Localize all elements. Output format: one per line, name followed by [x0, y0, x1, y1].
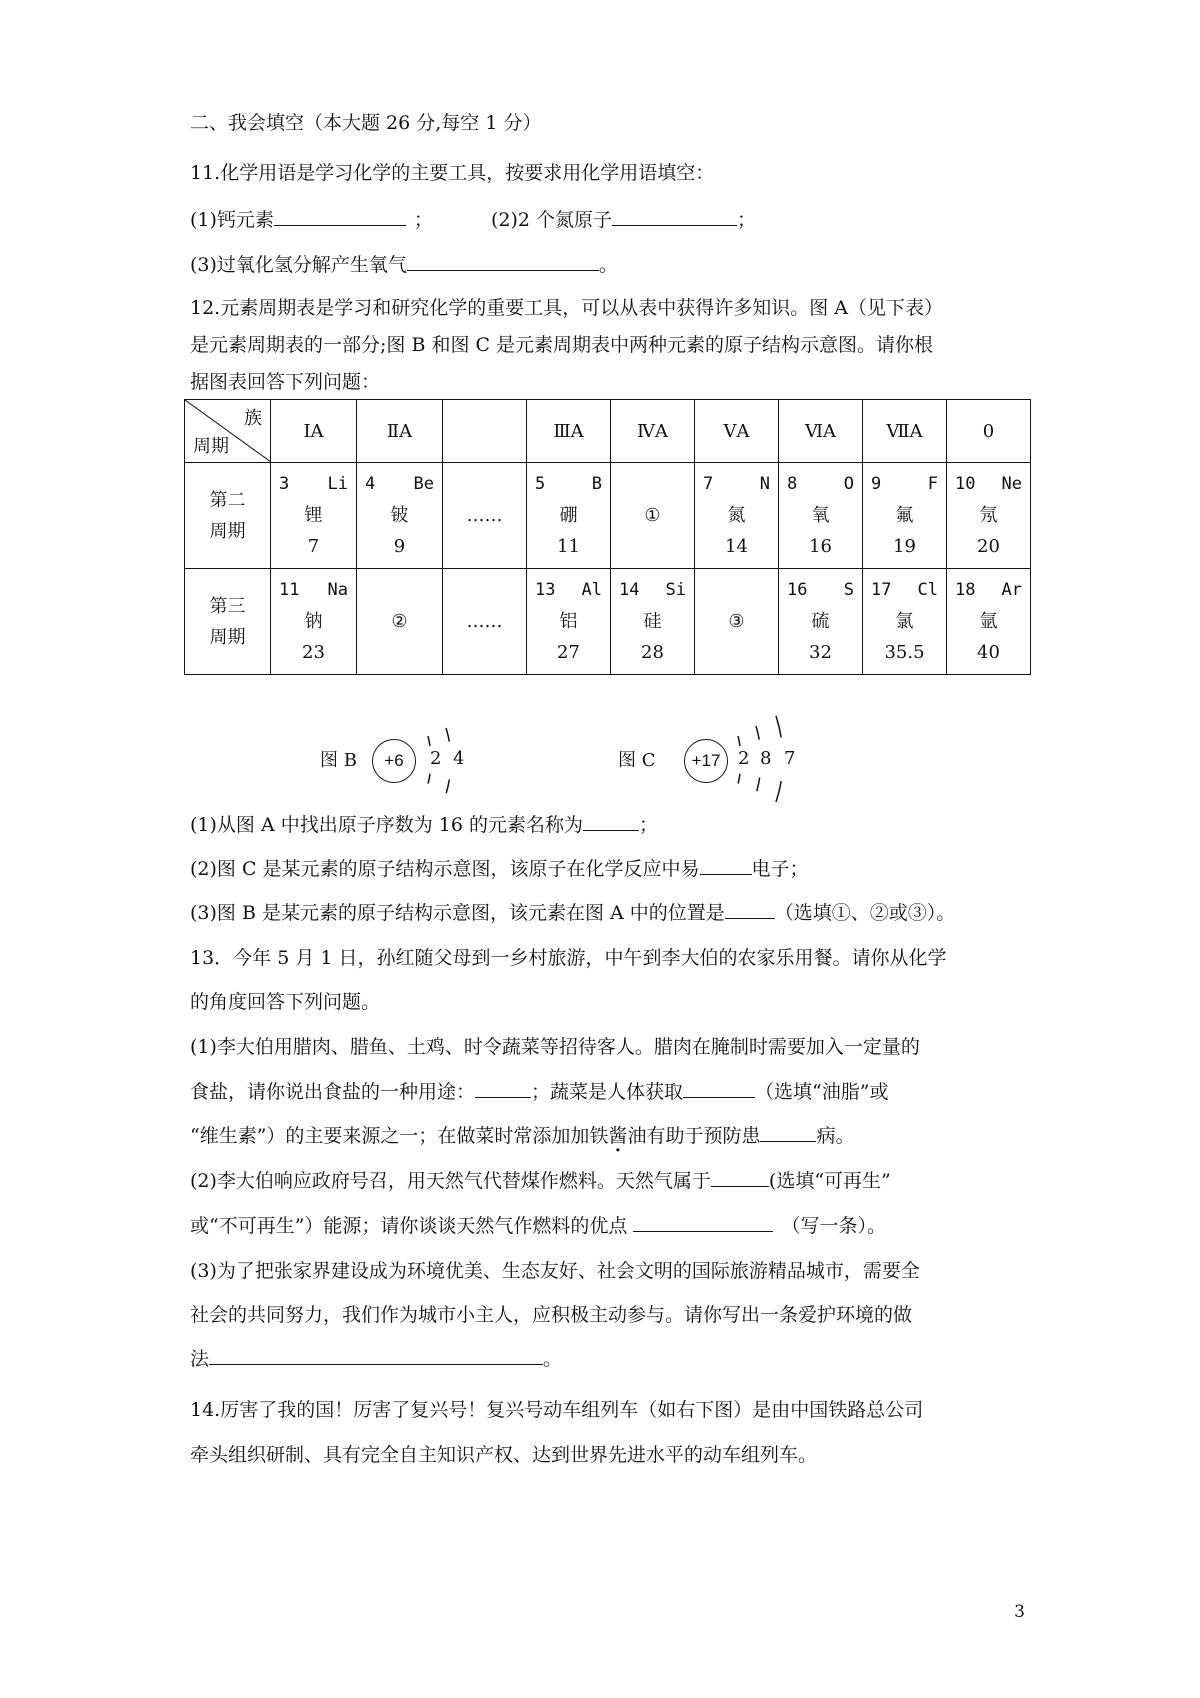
- element-name: 硅: [643, 611, 662, 632]
- figure-c-nucleus: +17: [684, 739, 728, 783]
- element-cell: [357, 463, 443, 569]
- group-header: 0: [947, 400, 1031, 463]
- q12-line-1: 12.元素周期表是学习和研究化学的重要工具，可以从表中获得许多知识。图 A（见下表）: [190, 297, 943, 319]
- q13-b2-text-1: 或“不可再生”）能源；请你谈谈天然气作燃料的优点: [190, 1215, 634, 1237]
- q12-answer-blank-3[interactable]: [725, 899, 775, 919]
- q13-a-line-2: [190, 1077, 888, 1104]
- element-cell: [863, 463, 947, 569]
- page-number: 3: [1014, 1602, 1025, 1622]
- atomic-number: 13: [535, 580, 556, 600]
- atomic-number: 5: [535, 474, 546, 494]
- element-cell: [779, 463, 863, 569]
- q11-part2-label: (2)2 个氮原子: [490, 209, 613, 231]
- q13-a3-text-3: 病。: [816, 1125, 855, 1147]
- q11-part1-end: ；: [413, 209, 433, 231]
- table-placeholder-cell: [443, 569, 527, 675]
- period-label-line2: 周期: [209, 520, 246, 542]
- q13-b1-text-2: (选填“可再生”: [768, 1170, 891, 1192]
- group-header-empty: [443, 400, 527, 463]
- period-label-line1: 第三: [209, 595, 246, 617]
- atomic-number: 18: [955, 580, 976, 600]
- table-placeholder-cell: [611, 463, 695, 569]
- section-title: 二、我会填空（本大题 26 分,每空 1 分）: [190, 112, 542, 134]
- period-label-line1: 第二: [209, 489, 246, 511]
- figure-b-nucleus: +6: [372, 739, 416, 783]
- element-name: 氟: [895, 505, 914, 526]
- q13-c3-text-1: 法: [190, 1348, 210, 1370]
- periodic-table: [184, 399, 1031, 675]
- q11-line-2: [190, 250, 618, 277]
- group-header: ⅠA: [271, 400, 357, 463]
- group-header: ⅡA: [357, 400, 443, 463]
- atomic-number: 11: [279, 580, 300, 600]
- element-cell: [863, 569, 947, 675]
- element-name: 铝: [559, 611, 578, 632]
- placeholder-text: ②: [391, 611, 408, 632]
- element-name: 氖: [979, 505, 998, 526]
- q13-c-line-3: [190, 1344, 562, 1371]
- q11-part1-label: (1)钙元素: [190, 209, 274, 231]
- element-cell: [611, 569, 695, 675]
- figure-c-shell-2: 8: [760, 748, 772, 769]
- table-placeholder-cell: [357, 569, 443, 675]
- q13-a-line-3: [190, 1121, 854, 1148]
- atomic-mass: 11: [557, 536, 580, 557]
- q12-sub-3-end: （选填①、②或③）。: [774, 902, 956, 924]
- table-placeholder-cell: [695, 569, 779, 675]
- q11-part2-end: ；: [737, 209, 757, 231]
- element-name: 锂: [304, 505, 323, 526]
- q11-answer-blank-3[interactable]: [407, 251, 599, 271]
- q13-a3-text-1: “维生素”）的主要来源之一；在做菜时常添加加: [190, 1125, 590, 1147]
- group-header: ⅣA: [611, 400, 695, 463]
- element-symbol: O: [843, 474, 854, 494]
- element-symbol: F: [927, 474, 938, 494]
- atomic-mass: 20: [977, 536, 1000, 557]
- q13-answer-blank-3[interactable]: [760, 1122, 816, 1142]
- q11-answer-blank-1[interactable]: [274, 206, 406, 226]
- element-symbol: B: [591, 474, 602, 494]
- period-label-line2: 周期: [209, 626, 246, 648]
- q12-answer-blank-1[interactable]: [583, 811, 639, 831]
- q13-c-line-1: (3)为了把张家界建设成为环境优美、生态友好、社会文明的国际旅游精品城市，需要全: [190, 1260, 920, 1282]
- q14-line-2: 牵头组织研制、具有完全自主知识产权、达到世界先进水平的动车组列车。: [190, 1444, 818, 1466]
- q12-sub-1-end: ；: [638, 814, 658, 836]
- period-3-row: [185, 569, 1031, 675]
- placeholder-text: ……: [466, 505, 503, 526]
- q13-b1-text-1: (2)李大伯响应政府号召，用天然气代替煤作燃料。天然气属于: [190, 1170, 711, 1192]
- q13-answer-blank-1[interactable]: [475, 1078, 531, 1098]
- q12-sub-1-text: (1)从图 A 中找出原子序数为 16 的元素名称为: [190, 814, 583, 836]
- period-label: [185, 569, 271, 675]
- q13-answer-blank-2[interactable]: [683, 1078, 755, 1098]
- q13-answer-blank-6[interactable]: [209, 1345, 543, 1365]
- placeholder-text: ③: [728, 611, 745, 632]
- element-cell: [695, 463, 779, 569]
- element-cell: [779, 569, 863, 675]
- atomic-mass: 16: [809, 536, 832, 557]
- q11-line-1: [190, 205, 756, 232]
- q13-a2-text-3: （选填“油脂”或: [755, 1081, 889, 1103]
- q12-sub-2: [190, 854, 809, 881]
- q13-b-line-2: [190, 1211, 886, 1238]
- figure-c-label: 图 C: [618, 750, 656, 771]
- atomic-mass: 9: [393, 536, 406, 557]
- atomic-mass: 32: [809, 642, 832, 663]
- element-cell: [947, 569, 1031, 675]
- q14-line-1: 14.厉害了我的国！厉害了复兴号！复兴号动车组列车（如右下图）是由中国铁路总公司: [190, 1399, 924, 1421]
- figure-c-shell-1: 2: [738, 748, 750, 769]
- figure-c-shell-3: 7: [784, 748, 796, 769]
- figure-c-atom-diagram: [618, 722, 848, 802]
- element-symbol: Ar: [1001, 580, 1022, 600]
- q13-a2-text-1: 食盐，请你说出食盐的一种用途：: [190, 1081, 476, 1103]
- atomic-number: 4: [365, 474, 376, 494]
- q12-sub-1: [190, 810, 658, 837]
- element-symbol: Na: [327, 580, 348, 600]
- q13-c3-text-2: 。: [543, 1348, 563, 1370]
- element-cell: [271, 569, 357, 675]
- q13-b2-text-2: （写一条）。: [781, 1215, 886, 1237]
- emphasis-dotted-text: 铁酱油: [589, 1125, 647, 1147]
- q12-answer-blank-2[interactable]: [700, 855, 752, 875]
- atomic-mass: 23: [302, 642, 325, 663]
- atomic-mass: 35.5: [884, 642, 925, 663]
- q13-c-line-2: 社会的共同努力，我们作为城市小主人，应积极主动参与。请你写出一条爱护环境的做: [190, 1304, 913, 1326]
- group-header: ⅥA: [779, 400, 863, 463]
- element-name: 氯: [895, 611, 914, 632]
- atomic-mass: 28: [641, 642, 664, 663]
- element-symbol: Be: [413, 474, 434, 494]
- element-name: 氮: [727, 505, 746, 526]
- atomic-mass: 14: [725, 536, 748, 557]
- element-name: 氩: [979, 611, 998, 632]
- q11-part3-label: (3)过氧化氢分解产生氧气: [190, 254, 407, 276]
- q12-sub-2-end: 电子；: [751, 858, 809, 880]
- atomic-number: 3: [279, 474, 290, 494]
- q12-line-3: 据图表回答下列问题：: [190, 371, 381, 393]
- atomic-mass: 19: [893, 536, 916, 557]
- period-label: [185, 463, 271, 569]
- group-header: ⅦA: [863, 400, 947, 463]
- corner-group-label: 族: [244, 408, 262, 429]
- element-symbol: N: [759, 474, 770, 494]
- q13-a2-text-2: ；蔬菜是人体获取: [531, 1081, 684, 1103]
- element-cell: [947, 463, 1031, 569]
- element-cell: [527, 463, 611, 569]
- element-cell: [271, 463, 357, 569]
- element-name: 硼: [559, 505, 578, 526]
- placeholder-text: ……: [466, 611, 503, 632]
- figure-b-shell-1: 2: [430, 748, 442, 769]
- element-name: 钠: [304, 611, 323, 632]
- element-name: 铍: [390, 505, 409, 526]
- element-name: 氧: [811, 505, 830, 526]
- q13-a3-text-2: 有助于预防患: [646, 1125, 761, 1147]
- atomic-number: 7: [703, 474, 714, 494]
- table-corner: [185, 400, 271, 463]
- q13-line-1: 13．今年 5 月 1 日，孙红随父母到一乡村旅游，中午到李大伯的农家乐用餐。请你从化学: [190, 947, 947, 969]
- q13-line-2: 的角度回答下列问题。: [190, 991, 381, 1013]
- q11-part3-end: 。: [598, 254, 618, 276]
- group-header: ⅢA: [527, 400, 611, 463]
- placeholder-text: ①: [644, 505, 661, 526]
- element-symbol: Si: [665, 580, 686, 600]
- q11-stem: 11.化学用语是学习化学的主要工具，按要求用化学用语填空：: [190, 162, 715, 184]
- atomic-number: 10: [955, 474, 976, 494]
- q11-answer-blank-2[interactable]: [612, 206, 737, 226]
- element-cell: [527, 569, 611, 675]
- figure-b-shell-2: 4: [453, 748, 465, 769]
- table-placeholder-cell: [443, 463, 527, 569]
- element-symbol: Cl: [917, 580, 938, 600]
- q12-sub-3-text: (3)图 B 是某元素的原子结构示意图，该元素在图 A 中的位置是: [190, 902, 725, 924]
- q13-a-line-1: (1)李大伯用腊肉、腊鱼、土鸡、时令蔬菜等招待客人。腊肉在腌制时需要加入一定量的: [190, 1036, 920, 1058]
- period-2-row: [185, 463, 1031, 569]
- atomic-number: 16: [787, 580, 808, 600]
- atomic-number: 9: [871, 474, 882, 494]
- corner-period-label: 周期: [193, 436, 229, 457]
- figure-b-atom-diagram: [320, 722, 500, 802]
- atomic-mass: 7: [307, 536, 320, 557]
- element-name: 硫: [811, 611, 830, 632]
- atomic-number: 8: [787, 474, 798, 494]
- element-symbol: Al: [581, 580, 602, 600]
- group-header: ⅤA: [695, 400, 779, 463]
- element-symbol: Ne: [1001, 474, 1022, 494]
- atomic-mass: 27: [557, 642, 580, 663]
- q13-answer-blank-4[interactable]: [711, 1167, 769, 1187]
- q12-line-2: 是元素周期表的一部分;图 B 和图 C 是元素周期表中两种元素的原子结构示意图。请你根: [190, 334, 934, 356]
- figure-b-label: 图 B: [320, 750, 357, 771]
- atomic-number: 14: [619, 580, 640, 600]
- q12-sub-3: [190, 898, 955, 925]
- atomic-number: 17: [871, 580, 892, 600]
- q13-answer-blank-5[interactable]: [633, 1212, 773, 1232]
- element-symbol: Li: [327, 474, 348, 494]
- q12-sub-2-text: (2)图 C 是某元素的原子结构示意图，该原子在化学反应中易: [190, 858, 700, 880]
- atomic-mass: 40: [977, 642, 1000, 663]
- q13-b-line-1: [190, 1166, 891, 1193]
- element-symbol: S: [843, 580, 854, 600]
